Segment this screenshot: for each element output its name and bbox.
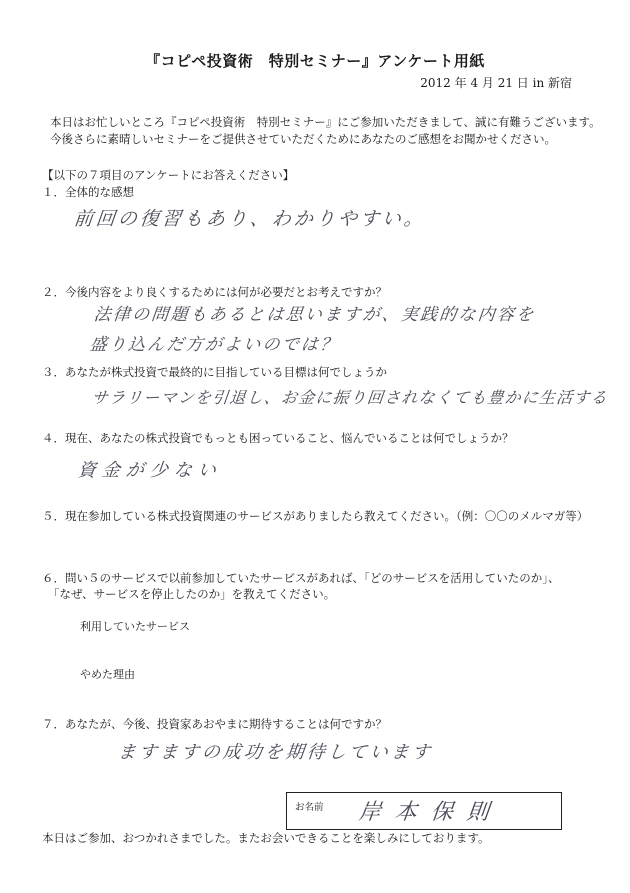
question-6-sub-stopped: やめた理由 [80, 668, 135, 681]
question-2: ２．今後内容をより良くするためには何が必要だとお考えですか？ [42, 285, 387, 299]
name-value: 岸本保則 [357, 800, 505, 825]
question-6: ６．問い５のサービスで以前参加していたサービスがあれば、「どのサービスを活用していたのか」、 [42, 571, 560, 585]
name-label: お名前 [295, 802, 324, 813]
question-1: １．全体的な感想 [42, 185, 134, 199]
date-place: 2012 年 4 月 21 日 in 新宿 [420, 76, 572, 90]
name-field [286, 792, 562, 830]
intro-line-1: 本日はお忙しいところ『コピペ投資術 特別セミナー』にご参加いただきまして、誠に有難うございます。 [50, 115, 601, 129]
question-6-line-2: 「なぜ、サービスを停止したのか」を教えてください。 [48, 587, 336, 601]
question-5: ５．現在参加している株式投資関連のサービスがありましたら教えてください。（例：〇〇のメルマガ等） [42, 509, 589, 523]
answer-2-line-2: 盛り込んだ方がよいのでは？ [88, 335, 341, 355]
answer-3: サラリーマンを引退し、お金に振り回されなくても豊かに生活する [90, 388, 609, 407]
question-7: ７．あなたが、今後、投資家あおやまに期待することは何ですか？ [42, 717, 387, 731]
question-6-sub-used: 利用していたサービス [80, 620, 190, 633]
answer-7: ますますの成功を期待しています [116, 742, 434, 763]
question-4: ４．現在、あなたの株式投資でもっとも困っていること、悩んでいることは何でしょうか？ [42, 431, 514, 445]
question-3: ３．あなたが株式投資で最終的に目指している目標は何でしょうか [42, 365, 387, 379]
instruction-heading: 【以下の７項目のアンケートにお答えください】 [42, 168, 295, 182]
page-title: 『コピペ投資術 特別セミナー』アンケート用紙 [145, 52, 485, 70]
answer-4: 資金が少ない [76, 460, 223, 481]
intro-line-2: 今後さらに素晴しいセミナーをご提供させていただくためにあなたのご感想をお聞かせください。 [50, 132, 556, 146]
answer-1: 前回の復習もあり、わかりやすい。 [72, 208, 428, 230]
answer-2-line-1: 法律の問題もあるとは思いますが、実践的な内容を [92, 305, 537, 325]
closing-message: 本日はご参加、おつかれさまでした。またお会いできることを楽しみにしております。 [42, 831, 490, 845]
